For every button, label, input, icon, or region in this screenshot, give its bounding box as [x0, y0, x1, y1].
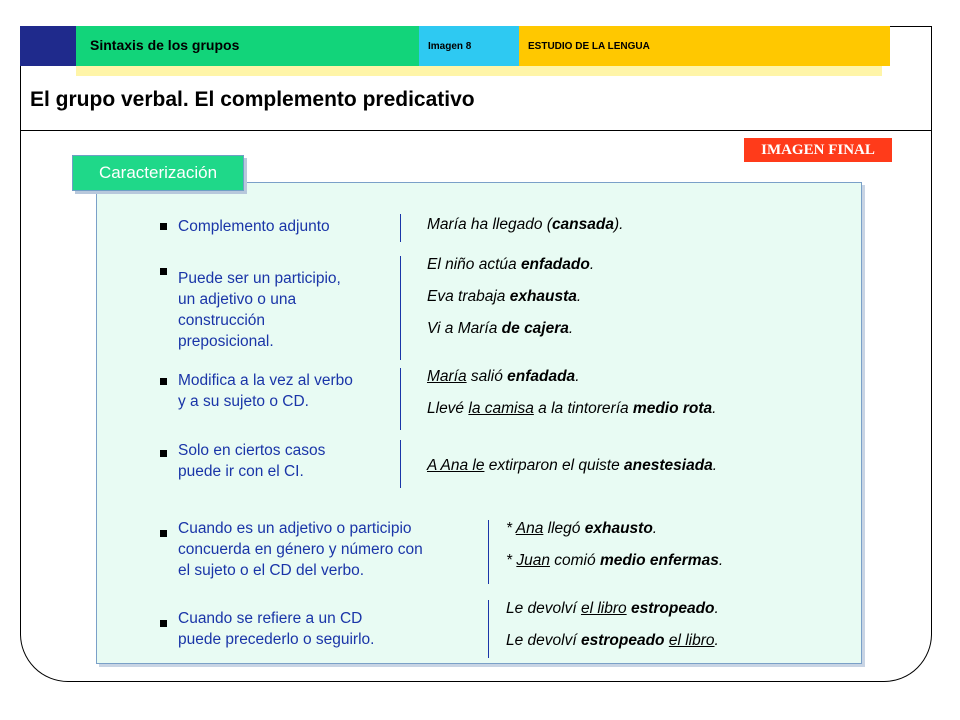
characteristic-item — [160, 216, 330, 237]
example-text: Llevé — [427, 400, 469, 417]
characteristic-label-line: Solo en ciertos casos — [178, 442, 326, 459]
characteristic-label-line: Puede ser un participio, — [178, 270, 341, 287]
characteristic-item — [160, 440, 325, 482]
example-text: María ha llegado ( — [427, 216, 552, 233]
content-panel — [96, 182, 862, 664]
characteristic-label-line: y a su sujeto o CD. — [178, 393, 309, 410]
characteristic-item — [160, 518, 423, 581]
characteristic-label-line: un adjetivo o una — [178, 291, 297, 308]
example-text: . — [712, 400, 717, 417]
example-text: ). — [613, 216, 624, 233]
example-sentence — [427, 320, 573, 338]
example-predicative: enfadada — [507, 368, 576, 385]
example-sentence — [506, 552, 723, 570]
example-referent: María — [427, 368, 467, 385]
square-bullet-icon — [160, 378, 167, 385]
example-text: . — [714, 632, 719, 649]
example-referent: el libro — [580, 600, 627, 617]
example-sentence — [427, 288, 581, 306]
example-text: Le devolví — [506, 632, 581, 649]
characteristic-item — [160, 268, 341, 352]
square-bullet-icon — [160, 530, 167, 537]
characteristic-item — [160, 608, 374, 650]
example-sentence — [427, 256, 594, 274]
characteristic-label-line: puede ir con el CI. — [178, 463, 304, 480]
example-text: . — [714, 600, 719, 617]
example-sentence — [506, 520, 657, 538]
example-text: . — [718, 552, 724, 569]
example-text: . — [589, 256, 595, 273]
example-text: salió — [466, 368, 508, 385]
square-bullet-icon — [160, 620, 167, 627]
example-text: * — [506, 520, 516, 537]
example-referent: A Ana le — [427, 457, 485, 474]
page-title: El grupo verbal. El complemento predicativo — [30, 88, 475, 111]
example-text: Vi a María — [427, 320, 502, 337]
example-sentence — [506, 600, 719, 618]
example-predicative: estropeado — [580, 632, 665, 649]
example-text: Eva trabaja — [427, 288, 510, 305]
square-bullet-icon — [160, 450, 167, 457]
example-referent: Ana — [515, 520, 544, 537]
example-text: extirparon el quiste — [484, 457, 625, 474]
separator-line — [488, 600, 489, 658]
example-text: a la tintorería — [533, 400, 633, 417]
example-referent: el libro — [668, 632, 715, 649]
separator-line — [400, 440, 401, 488]
example-predicative: estropeado — [630, 600, 715, 617]
example-text: Le devolví — [506, 600, 581, 617]
header-section-title: Sintaxis de los grupos — [90, 37, 240, 53]
example-predicative: medio rota — [632, 400, 713, 417]
characteristic-label-line: el sujeto o el CD del verbo. — [178, 562, 365, 579]
example-text: . — [712, 457, 718, 474]
example-text: comió — [549, 552, 600, 569]
characteristic-label-line: Complemento adjunto — [178, 218, 330, 235]
example-predicative: cansada — [551, 216, 614, 233]
header-shadow — [76, 66, 882, 76]
separator-line — [400, 368, 401, 430]
square-bullet-icon — [160, 223, 167, 230]
characteristic-label-line: concuerda en género y número con — [178, 541, 423, 558]
example-referent: la camisa — [468, 400, 534, 417]
example-predicative: anestesiada — [624, 457, 713, 474]
separator-line — [400, 256, 401, 360]
header-image-number: Imagen 8 — [428, 41, 472, 52]
example-predicative: medio enfermas — [599, 552, 719, 569]
header-subject: ESTUDIO DE LA LENGUA — [528, 41, 650, 52]
square-bullet-icon — [160, 268, 167, 275]
characteristic-label-line: construcción — [178, 312, 266, 329]
example-sentence — [427, 368, 580, 386]
example-text: . — [568, 320, 574, 337]
characteristic-label-line: Cuando es un adjetivo o participio — [178, 520, 412, 537]
characteristic-label-line: preposicional. — [178, 333, 274, 350]
section-tag: Caracterización — [72, 155, 244, 191]
example-sentence — [427, 457, 717, 475]
separator-line — [488, 520, 489, 584]
example-sentence — [506, 632, 719, 650]
example-sentence — [427, 216, 623, 234]
example-referent: Juan — [516, 552, 550, 569]
title-divider — [20, 130, 932, 131]
characteristic-label-line: Cuando se refiere a un CD — [178, 610, 363, 627]
example-text: . — [575, 368, 580, 385]
example-predicative: exhausto — [584, 520, 653, 537]
header-navy-block — [20, 26, 76, 66]
characteristic-label-line: puede precederlo o seguirlo. — [178, 631, 375, 648]
example-sentence — [427, 400, 716, 418]
example-predicative: de cajera — [501, 320, 569, 337]
characteristic-label-line: Modifica a la vez al verbo — [178, 372, 353, 389]
final-image-badge: IMAGEN FINAL — [744, 138, 892, 162]
example-text: * — [506, 552, 517, 569]
example-text: El niño actúa — [427, 256, 521, 273]
example-text: llegó — [543, 520, 585, 537]
example-text: . — [652, 520, 658, 537]
example-predicative: enfadado — [520, 256, 590, 273]
separator-line — [400, 214, 401, 242]
example-text: . — [576, 288, 582, 305]
example-predicative: exhausta — [509, 288, 577, 305]
characteristic-item — [160, 370, 353, 412]
